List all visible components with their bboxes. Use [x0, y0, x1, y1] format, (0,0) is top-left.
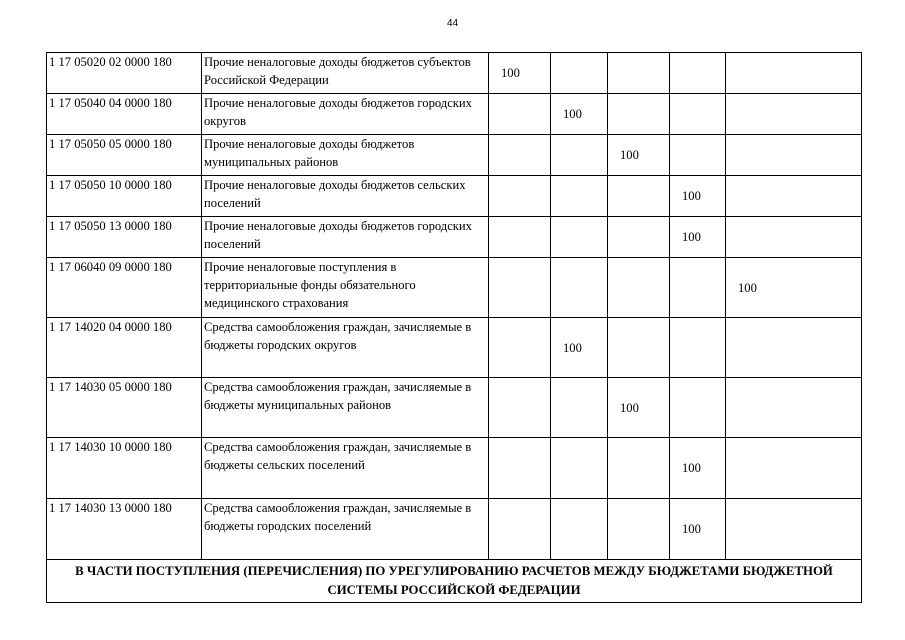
- distribution-percent-cell: [726, 176, 862, 217]
- distribution-percent-cell: [726, 318, 862, 378]
- distribution-percent-cell: [670, 94, 726, 135]
- distribution-percent-cell: 100: [608, 378, 670, 438]
- distribution-percent-cell: 100: [726, 258, 862, 318]
- distribution-percent-cell: [489, 499, 551, 560]
- distribution-percent-cell: [726, 217, 862, 258]
- distribution-percent-cell: 100: [608, 135, 670, 176]
- revenue-name-cell: Прочие неналоговые доходы бюджетов городских округов: [202, 94, 489, 135]
- distribution-percent-cell: 100: [551, 94, 608, 135]
- distribution-percent-cell: [489, 217, 551, 258]
- revenue-code-cell: 1 17 14020 04 0000 180: [47, 318, 202, 378]
- table-row: [47, 438, 862, 499]
- distribution-percent-cell: [726, 135, 862, 176]
- revenue-code-cell: 1 17 14030 10 0000 180: [47, 438, 202, 499]
- distribution-percent-cell: [551, 258, 608, 318]
- distribution-percent-cell: [551, 53, 608, 94]
- distribution-percent-cell: [670, 258, 726, 318]
- revenue-name-cell: Средства самообложения граждан, зачисляемые в бюджеты муниципальных районов: [202, 378, 489, 438]
- revenue-code-cell: 1 17 05050 10 0000 180: [47, 176, 202, 217]
- distribution-percent-cell: [489, 378, 551, 438]
- budget-revenue-table: [46, 52, 862, 603]
- distribution-percent-cell: [551, 499, 608, 560]
- revenue-name-cell: Прочие неналоговые доходы бюджетов субъектов Российской Федерации: [202, 53, 489, 94]
- distribution-percent-cell: 100: [551, 318, 608, 378]
- distribution-percent-cell: [551, 378, 608, 438]
- distribution-percent-cell: [726, 94, 862, 135]
- distribution-percent-cell: [608, 53, 670, 94]
- distribution-percent-cell: [670, 135, 726, 176]
- distribution-percent-cell: [670, 378, 726, 438]
- table-row: [47, 258, 862, 318]
- distribution-percent-cell: [608, 217, 670, 258]
- distribution-percent-cell: [489, 438, 551, 499]
- distribution-percent-cell: [489, 258, 551, 318]
- table-row: [47, 53, 862, 94]
- distribution-percent-cell: [551, 438, 608, 499]
- distribution-percent-cell: 100: [489, 53, 551, 94]
- distribution-percent-cell: [608, 258, 670, 318]
- distribution-percent-cell: [726, 438, 862, 499]
- distribution-percent-cell: [670, 53, 726, 94]
- revenue-name-cell: Прочие неналоговые доходы бюджетов городских поселений: [202, 217, 489, 258]
- table-row: [47, 378, 862, 438]
- distribution-percent-cell: 100: [670, 217, 726, 258]
- distribution-percent-cell: [608, 176, 670, 217]
- revenue-name-cell: Прочие неналоговые доходы бюджетов сельских поселений: [202, 176, 489, 217]
- distribution-percent-cell: [608, 94, 670, 135]
- distribution-percent-cell: [608, 499, 670, 560]
- distribution-percent-cell: 100: [670, 176, 726, 217]
- revenue-name-cell: Средства самообложения граждан, зачисляемые в бюджеты сельских поселений: [202, 438, 489, 499]
- distribution-percent-cell: [726, 378, 862, 438]
- distribution-percent-cell: [726, 499, 862, 560]
- distribution-percent-cell: 100: [670, 499, 726, 560]
- revenue-code-cell: 1 17 05040 04 0000 180: [47, 94, 202, 135]
- table-row: [47, 217, 862, 258]
- revenue-code-cell: 1 17 05020 02 0000 180: [47, 53, 202, 94]
- distribution-percent-cell: [489, 176, 551, 217]
- distribution-percent-cell: [608, 318, 670, 378]
- distribution-percent-cell: [726, 53, 862, 94]
- distribution-percent-cell: [670, 318, 726, 378]
- distribution-percent-cell: [608, 438, 670, 499]
- table-row: [47, 318, 862, 378]
- distribution-percent-cell: [551, 135, 608, 176]
- table-row: [47, 94, 862, 135]
- revenue-name-cell: Прочие неналоговые доходы бюджетов муниципальных районов: [202, 135, 489, 176]
- distribution-percent-cell: [551, 217, 608, 258]
- revenue-code-cell: 1 17 05050 13 0000 180: [47, 217, 202, 258]
- revenue-name-cell: Средства самообложения граждан, зачисляемые в бюджеты городских поселений: [202, 499, 489, 560]
- page-number: 44: [446, 18, 459, 29]
- table-row: [47, 499, 862, 560]
- distribution-percent-cell: [551, 176, 608, 217]
- section-heading-row: [47, 560, 862, 603]
- revenue-name-cell: Прочие неналоговые поступления в территориальные фонды обязательного медицинского страхования: [202, 258, 489, 318]
- revenue-code-cell: 1 17 14030 13 0000 180: [47, 499, 202, 560]
- revenue-code-cell: 1 17 06040 09 0000 180: [47, 258, 202, 318]
- distribution-percent-cell: [489, 135, 551, 176]
- distribution-percent-cell: [489, 94, 551, 135]
- table-row: [47, 135, 862, 176]
- revenue-name-cell: Средства самообложения граждан, зачисляемые в бюджеты городских округов: [202, 318, 489, 378]
- distribution-percent-cell: 100: [670, 438, 726, 499]
- section-heading: В ЧАСТИ ПОСТУПЛЕНИЯ (ПЕРЕЧИСЛЕНИЯ) ПО УРЕГУЛИРОВАНИЮ РАСЧЕТОВ МЕЖДУ БЮДЖЕТАМИ БЮДЖЕТНОЙ СИСТЕМЫ РОССИЙСКОЙ ФЕДЕРАЦИИ: [47, 560, 862, 603]
- revenue-code-cell: 1 17 05050 05 0000 180: [47, 135, 202, 176]
- revenue-code-cell: 1 17 14030 05 0000 180: [47, 378, 202, 438]
- table-row: [47, 176, 862, 217]
- distribution-percent-cell: [489, 318, 551, 378]
